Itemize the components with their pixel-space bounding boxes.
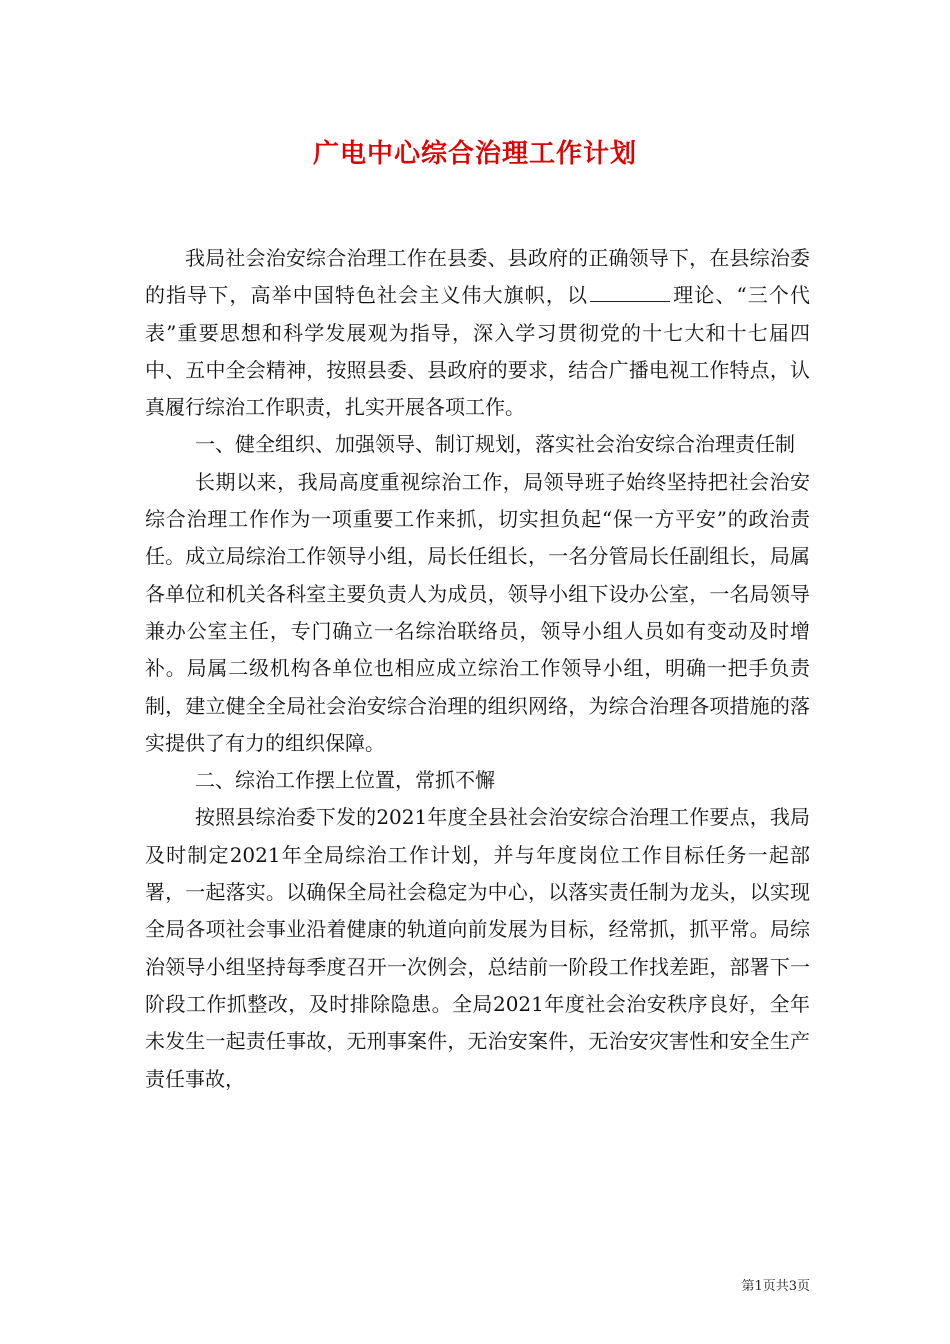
- page-number-footer: 第1页共3页: [741, 1279, 810, 1294]
- paragraph-intro: [145, 240, 810, 426]
- section-heading-1: 一、健全组织、加强领导、制订规划，落实社会治安综合治理责任制: [195, 432, 795, 457]
- paragraph-intro-text-after: 理论、“三个代表”重要思想和科学发展观为指导，深入学习贯彻党的十七大和十七届四中、五中全会精神，按照县委、县政府的要求，结合广播电视工作特点，认真履行综治工作职责，扎实开展各项工作。: [145, 283, 810, 420]
- paragraph-section-2: 按照县综治委下发的2021年度全县社会治安综合治理工作要点，我局及时制定2021年全局综治工作计划，并与年度岗位工作目标任务一起部署，一起落实。以确保全局社会稳定为中心，以落实责任制为龙头，以实现全局各项社会事业沿着健康的轨道向前发展为目标，经常抓，抓平常。局综治领导小组坚持每季度召开一次例会，总结前一阶段工作找差距，部署下一阶段工作抓整改，及时排除隐患。全局2021年度社会治安秩序良好，全年未发生一起责任事故，无刑事案件，无治安案件，无治安灾害性和安全生产责任事故，: [145, 805, 810, 1091]
- document-body: [145, 240, 810, 1098]
- blank-underline: [590, 300, 670, 302]
- paragraph-intro-text-before: 我局社会治安综合治理工作在县委、县政府的正确领导下，在县综治委的指导下，高举中国特色社会主义伟大旗帜，以: [145, 246, 810, 308]
- section-heading-2: 二、综治工作摆上位置，常抓不懈: [195, 768, 495, 793]
- document-title: 广电中心综合治理工作计划: [312, 139, 637, 169]
- paragraph-section-1: 长期以来，我局高度重视综治工作，局领导班子始终坚持把社会治安综合治理工作作为一项重要工作来抓，切实担负起“保一方平安”的政治责任。成立局综治工作领导小组，局长任组长，一名分管局长任副组长，局属各单位和机关各科室主要负责人为成员，领导小组下设办公室，一名局领导兼办公室主任，专门确立一名综治联络员，领导小组人员如有变动及时增补。局属二级机构各单位也相应成立综治工作领导小组，明确一把手负责制，建立健全全局社会治安综合治理的组织网络，为综合治理各项措施的落实提供了有力的组织保障。: [145, 469, 810, 755]
